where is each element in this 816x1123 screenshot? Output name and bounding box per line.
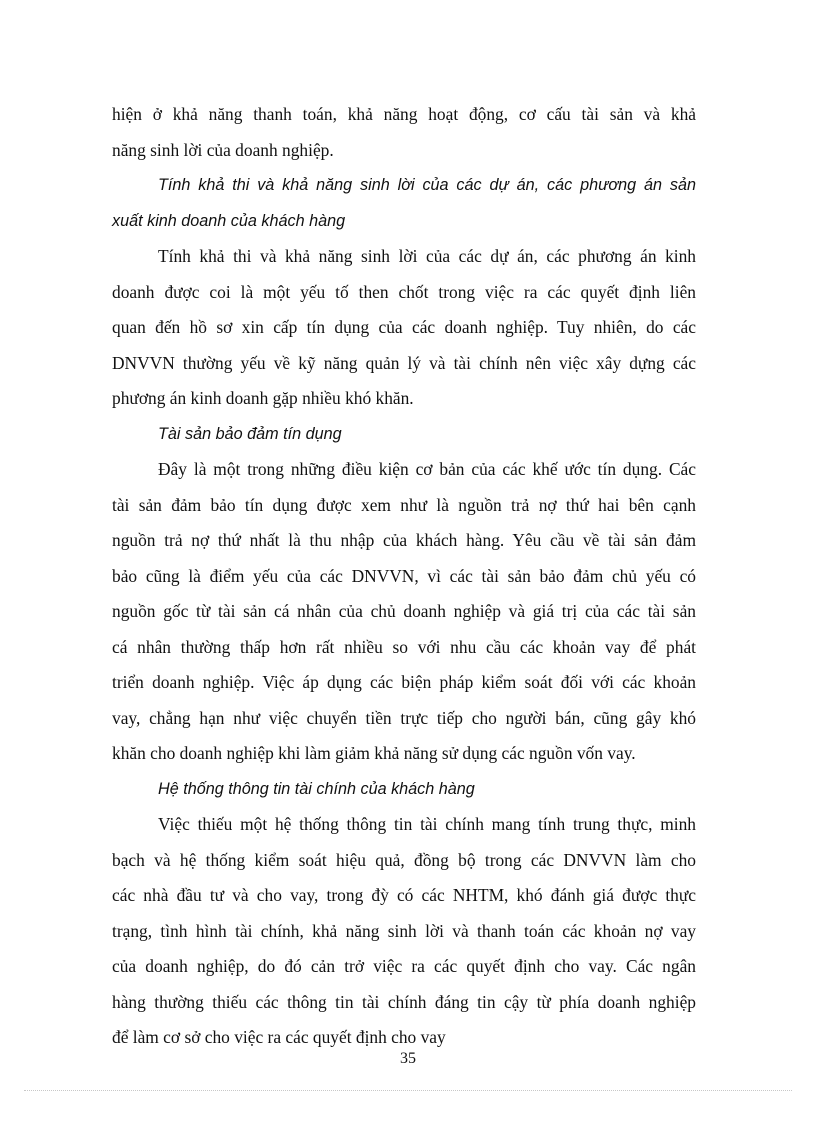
text-line: nguồn trả nợ thứ nhất là thu nhập của khách hàng. Yêu cầu về tài sản đảm — [112, 530, 696, 550]
text-line: xuất kinh doanh của khách hàng — [112, 211, 346, 230]
text-line: để làm cơ sở cho việc ra các quyết định cho vay — [112, 1027, 446, 1047]
text-line: triển doanh nghiệp. Việc áp dụng các biện pháp kiểm soát đối với các khoản — [112, 672, 696, 692]
text-line: vay, chẳng hạn như việc chuyển tiền trực tiếp cho người bán, cũng gây khó — [112, 707, 696, 728]
text-line: quan đến hồ sơ xin cấp tín dụng của các doanh nghiệp. Tuy nhiên, do các — [112, 317, 696, 337]
section-heading — [112, 417, 696, 453]
text-line: hiện ở khả năng thanh toán, khả năng hoạt động, cơ cấu tài sản và khả — [112, 104, 696, 124]
text-line: Tính khả thi và khả năng sinh lời của các dự án, các phương án kinh — [158, 246, 696, 266]
body-paragraph — [112, 452, 696, 772]
text-line: trạng, tình hình tài chính, khả năng sinh lời và thanh toán các khoản nợ vay — [112, 920, 696, 941]
text-line: của doanh nghiệp, do đó cản trở việc ra các quyết định cho vay. Các ngân — [112, 956, 696, 976]
text-line: năng sinh lời của doanh nghiệp. — [112, 139, 334, 160]
text-line: hàng thường thiếu các thông tin tài chính đáng tin cậy từ phía doanh nghiệp — [112, 991, 696, 1012]
body-paragraph — [112, 807, 696, 1056]
text-line: Hệ thống thông tin tài chính của khách hàng — [158, 779, 475, 798]
section-heading — [112, 168, 696, 239]
text-line: các nhà đầu tư và cho vay, trong đỳ có các NHTM, khó đánh giá được thực — [112, 885, 696, 905]
text-line: Tính khả thi và khả năng sinh lời của các dự án, các phương án sản — [158, 176, 696, 194]
text-line: nguồn gốc từ tài sản cá nhân của chủ doanh nghiệp và giá trị của các tài sản — [112, 601, 696, 621]
text-line: bảo cũng là điểm yếu của các DNVVN, vì các tài sản bảo đảm chủ yếu có — [112, 565, 696, 586]
text-line: Đây là một trong những điều kiện cơ bản của các khế ước tín dụng. Các — [158, 459, 696, 479]
footer-divider — [24, 1090, 792, 1091]
text-line: doanh được coi là một yếu tố then chốt trong việc ra các quyết định liên — [112, 281, 696, 302]
body-paragraph — [112, 97, 696, 168]
text-line: tài sản đảm bảo tín dụng được xem như là nguồn trả nợ thứ hai bên cạnh — [112, 494, 696, 515]
text-line: Tài sản bảo đảm tín dụng — [158, 424, 342, 443]
text-line: Việc thiếu một hệ thống thông tin tài chính mang tính trung thực, minh — [158, 814, 696, 834]
section-heading — [112, 772, 696, 808]
document-body — [112, 97, 696, 1056]
text-line: bạch và hệ thống kiểm soát hiệu quả, đồng bộ trong các DNVVN làm cho — [112, 849, 696, 870]
text-line: phương án kinh doanh gặp nhiều khó khăn. — [112, 388, 414, 408]
body-paragraph — [112, 239, 696, 417]
text-line: cá nhân thường thấp hơn rất nhiều so với nhu cầu các khoản vay để phát — [112, 636, 696, 657]
text-line: khăn cho doanh nghiệp khi làm giảm khả năng sử dụng các nguồn vốn vay. — [112, 743, 636, 763]
text-line: DNVVN thường yếu về kỹ năng quản lý và tài chính nên việc xây dựng các — [112, 352, 696, 373]
page-number: 35 — [400, 1050, 416, 1067]
